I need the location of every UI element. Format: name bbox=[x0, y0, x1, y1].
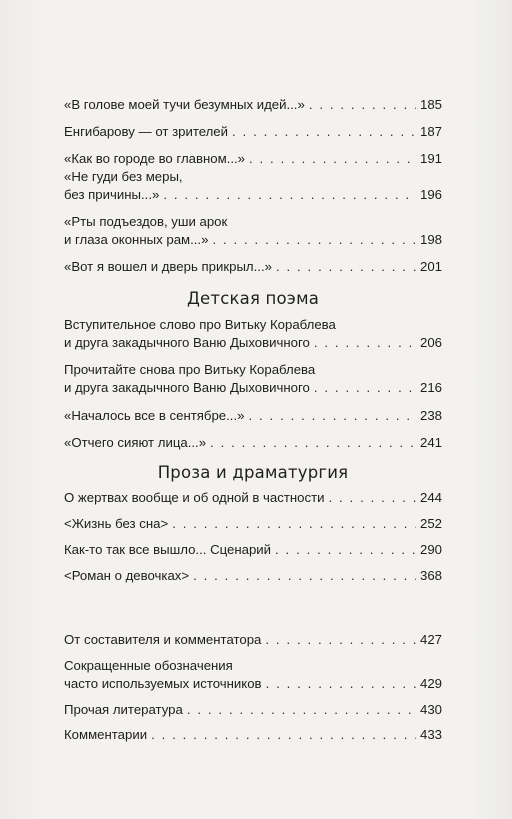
toc-entry bbox=[64, 657, 442, 693]
toc-page-number: 191 bbox=[419, 151, 442, 166]
section-heading: Детская поэма bbox=[186, 289, 320, 308]
toc-entry-title-line: без причины...» bbox=[64, 187, 160, 202]
toc-entry-title-line: «Рты подъездов, уши арок bbox=[64, 214, 228, 229]
toc-page-number: 198 bbox=[419, 232, 442, 247]
toc-entry bbox=[64, 631, 442, 649]
dot-leader bbox=[265, 631, 416, 649]
toc-entry bbox=[64, 258, 442, 276]
toc-entry-title-line: «Вот я вошел и дверь прикрыл...» bbox=[64, 259, 272, 274]
toc-entry-row bbox=[64, 631, 442, 649]
toc-entry bbox=[64, 213, 442, 249]
toc-entry-title-line: «В голове моей тучи безумных идей...» bbox=[64, 97, 305, 112]
toc-page-number: 206 bbox=[419, 335, 442, 350]
toc-entry-row bbox=[64, 150, 442, 168]
toc-entry-title-line: Прочитайте снова про Витьку Кораблева bbox=[64, 362, 316, 377]
toc-entry-title-line: и глаза оконных рам...» bbox=[64, 232, 209, 247]
toc-entry-row bbox=[64, 379, 442, 397]
toc-entry bbox=[64, 361, 442, 397]
toc-entry-title-line: Как-то так все вышло... Сценарий bbox=[64, 542, 272, 557]
toc-page-number: 368 bbox=[419, 568, 442, 583]
toc-entry-row bbox=[64, 334, 442, 352]
toc-entry-row bbox=[64, 567, 442, 585]
toc-entry-title-line: Комментарии bbox=[64, 727, 148, 742]
dot-leader bbox=[314, 379, 416, 397]
toc-entry-row bbox=[64, 123, 442, 141]
toc-entry-row bbox=[64, 231, 442, 249]
dot-leader bbox=[193, 567, 416, 585]
dot-leader bbox=[210, 434, 416, 452]
toc-page-number: 241 bbox=[419, 435, 442, 450]
dot-leader bbox=[276, 258, 416, 276]
dot-leader bbox=[249, 150, 416, 168]
section-heading: Проза и драматургия bbox=[157, 463, 349, 482]
toc-entry bbox=[64, 434, 442, 452]
toc-page-number: 433 bbox=[419, 727, 442, 742]
toc-entry-title-line: «Как во городе во главном...» bbox=[64, 151, 245, 166]
dot-leader bbox=[212, 231, 416, 249]
toc-entry-row bbox=[64, 434, 442, 452]
toc-page-number: 290 bbox=[419, 542, 442, 557]
toc-entry-title-line: Енгибарову — от зрителей bbox=[64, 124, 229, 139]
toc-entry-title-line: и друга закадычного Ваню Дыховичного bbox=[64, 335, 310, 350]
toc-entry-title-line: часто используемых источников bbox=[64, 676, 262, 691]
toc-entry-title-line: Прочая литература bbox=[64, 702, 183, 717]
toc-entry-row bbox=[64, 515, 442, 533]
toc-entry bbox=[64, 168, 442, 204]
dot-leader bbox=[275, 541, 416, 559]
toc-entry bbox=[64, 150, 442, 168]
toc-page-number: 196 bbox=[419, 187, 442, 202]
toc-entry bbox=[64, 515, 442, 533]
toc-entry-row bbox=[64, 701, 442, 719]
toc-entry-row bbox=[64, 675, 442, 693]
toc-entry-row bbox=[64, 541, 442, 559]
toc-page-number: 427 bbox=[419, 632, 442, 647]
toc-page-number: 187 bbox=[419, 124, 442, 139]
toc-entry-title-line: «Отчего сияют лица...» bbox=[64, 435, 207, 450]
toc-entry-title-line: От составителя и комментатора bbox=[64, 632, 262, 647]
toc-entry-title-line: <Роман о девочках> bbox=[64, 568, 190, 583]
toc-entry-title-line: «Началось все в сентябре...» bbox=[64, 408, 245, 423]
dot-leader bbox=[314, 334, 416, 352]
toc-entry bbox=[64, 701, 442, 719]
dot-leader bbox=[309, 96, 416, 114]
toc-entry-title-line: Сокращенные обозначения bbox=[64, 658, 233, 673]
dot-leader bbox=[172, 515, 416, 533]
toc-entry bbox=[64, 541, 442, 559]
toc-entry bbox=[64, 123, 442, 141]
toc-entry bbox=[64, 726, 442, 744]
toc-entry bbox=[64, 407, 442, 425]
toc-entry-title-line: и друга закадычного Ваню Дыховичного bbox=[64, 380, 310, 395]
dot-leader bbox=[248, 407, 416, 425]
toc-entry-row bbox=[64, 96, 442, 114]
toc-entry-title-line: <Жизнь без сна> bbox=[64, 516, 169, 531]
dot-leader bbox=[187, 701, 416, 719]
toc-entry-row bbox=[64, 258, 442, 276]
toc-page-number: 201 bbox=[419, 259, 442, 274]
toc-page-number: 430 bbox=[419, 702, 442, 717]
toc-entry-row bbox=[64, 489, 442, 507]
toc-entry bbox=[64, 489, 442, 507]
dot-leader bbox=[232, 123, 416, 141]
toc-entry bbox=[64, 316, 442, 352]
dot-leader bbox=[328, 489, 416, 507]
toc-page-number: 185 bbox=[419, 97, 442, 112]
toc-entry-row bbox=[64, 407, 442, 425]
dot-leader bbox=[266, 675, 416, 693]
toc-entry-row bbox=[64, 186, 442, 204]
toc-entry-title-line: Вступительное слово про Витьку Кораблева bbox=[64, 317, 336, 332]
toc-entry-title-line: «Не гуди без меры, bbox=[64, 169, 183, 184]
toc-entry bbox=[64, 96, 442, 114]
dot-leader bbox=[151, 726, 416, 744]
toc-entry-title-line: О жертвах вообще и об одной в частности bbox=[64, 490, 325, 505]
toc-entry bbox=[64, 567, 442, 585]
dot-leader bbox=[163, 186, 416, 204]
toc-page-number: 252 bbox=[419, 516, 442, 531]
toc-entry-row bbox=[64, 726, 442, 744]
toc-page-number: 429 bbox=[419, 676, 442, 691]
toc-page-number: 244 bbox=[419, 490, 442, 505]
toc-page-number: 216 bbox=[419, 380, 442, 395]
toc-page-number: 238 bbox=[419, 408, 442, 423]
